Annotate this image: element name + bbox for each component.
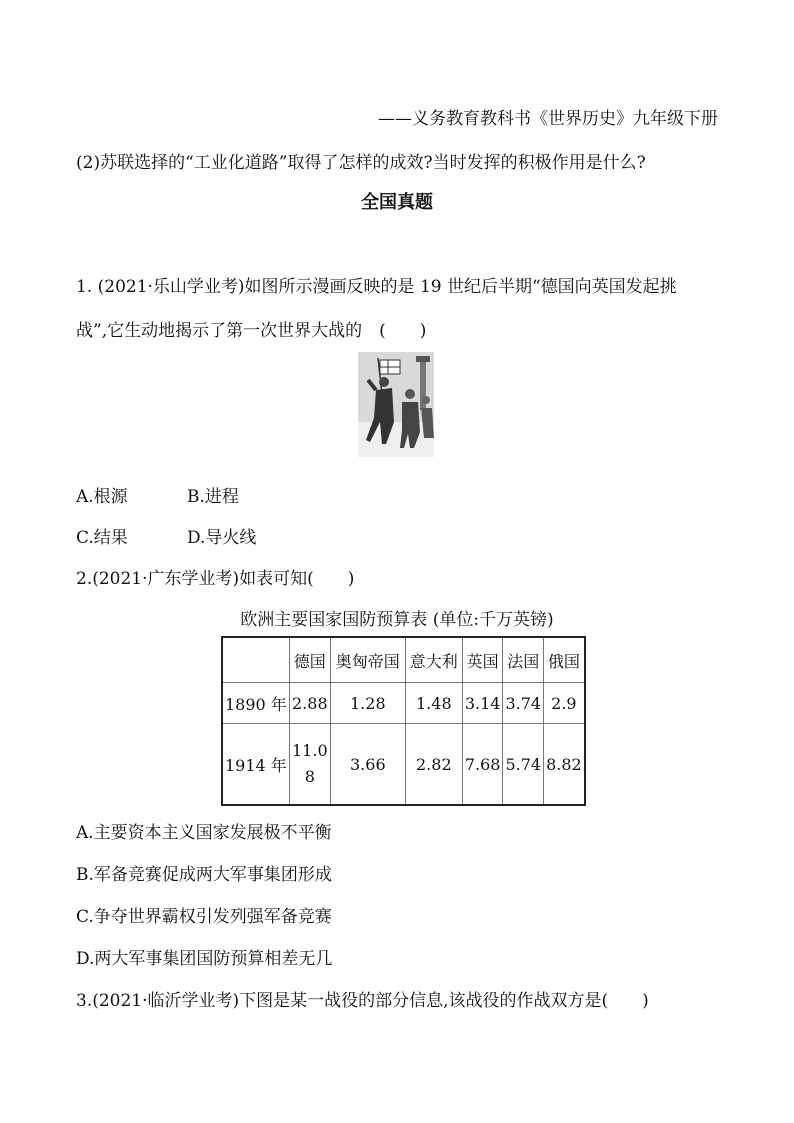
q2-stem: 2.(2021·广东学业考)如表可知( ) [76, 569, 355, 589]
q1-option-d: D.导火线 [187, 528, 257, 548]
q2-option-d: D.两大军事集团国防预算相差无几 [76, 949, 333, 969]
table-cell: 1914 年 [222, 724, 289, 806]
q2-option-c: C.争夺世界霸权引发列强军备竞赛 [76, 907, 332, 927]
source-citation: ——义务教育教科书《世界历史》九年级下册 [378, 109, 718, 129]
table-header-cell: 法国 [503, 637, 544, 683]
table-cell: 8.82 [544, 724, 585, 806]
table-cell: 7.68 [462, 724, 503, 806]
question-part-2: (2)苏联选择的“工业化道路”取得了怎样的成效?当时发挥的积极作用是什么? [76, 153, 646, 173]
table-row [222, 683, 585, 724]
table-cell: 3.14 [462, 683, 503, 724]
defense-budget-table [221, 636, 586, 806]
table-header-row [222, 637, 585, 683]
table-cell: 2.9 [544, 683, 585, 724]
q3-stem: 3.(2021·临沂学业考)下图是某一战役的部分信息,该战役的作战双方是( ) [76, 991, 649, 1011]
q1-option-b: B.进程 [187, 487, 239, 507]
table-cell: 2.82 [405, 724, 462, 806]
table-cell: 1.48 [405, 683, 462, 724]
table-cell: 2.88 [289, 683, 330, 724]
table-cell: 5.74 [503, 724, 544, 806]
table-cell: 11.08 [289, 724, 330, 806]
table-header-cell [222, 637, 289, 683]
table-header-cell: 俄国 [544, 637, 585, 683]
table-header-cell: 德国 [289, 637, 330, 683]
table-cell: 3.66 [330, 724, 405, 806]
table-caption: 欧洲主要国家国防预算表 (单位:千万英镑) [240, 610, 554, 630]
table-row [222, 724, 585, 806]
q1-option-c: C.结果 [76, 528, 128, 548]
q1-stem-line2: 战”,它生动地揭示了第一次世界大战的 ( ) [76, 321, 427, 341]
table-cell: 1890 年 [222, 683, 289, 724]
q1-stem-line1: 1. (2021·乐山学业考)如图所示漫画反映的是 19 世纪后半期“德国向英国发起挑 [76, 277, 677, 297]
cartoon-image [358, 352, 434, 457]
table-header-cell: 奥匈帝国 [330, 637, 405, 683]
table-header-cell: 意大利 [405, 637, 462, 683]
q2-option-a: A.主要资本主义国家发展极不平衡 [76, 823, 332, 843]
table-cell: 3.74 [503, 683, 544, 724]
section-heading: 全国真题 [361, 192, 433, 213]
table-cell: 1.28 [330, 683, 405, 724]
q2-option-b: B.军备竞赛促成两大军事集团形成 [76, 865, 332, 885]
q1-option-a: A.根源 [76, 487, 128, 507]
table-header-cell: 英国 [462, 637, 503, 683]
